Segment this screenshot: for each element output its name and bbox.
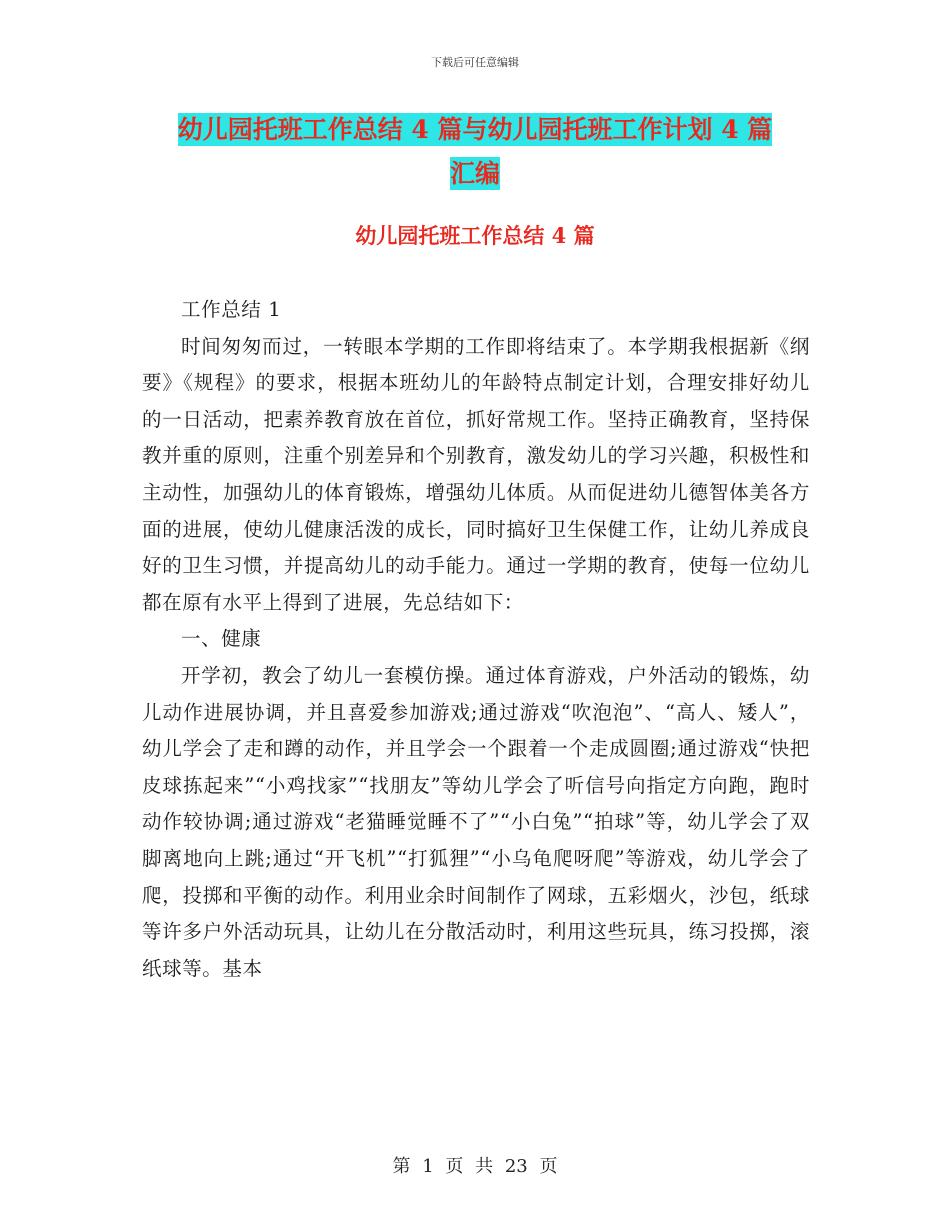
paragraph-heading: 工作总结 1 bbox=[181, 298, 282, 321]
paragraph-heading: 一、健康 bbox=[181, 627, 262, 651]
paragraph: 开学初，教会了幼儿一套模仿操。通过体育游戏，户外活动的锻炼，幼儿动作进展协调，并且喜爱参加游戏;通过游戏“吹泡泡”、“高人、矮人”， 幼儿学会了走和蹲的动作，并且学会一个跟着一个走成圆圈;通过游戏“快把皮球拣起来”“小鸡找家”“找朋友”等幼儿学会了听信号向指定方向跑，跑时动作较协调;通过游戏“老猫睡觉睡不了”“小白兔”“拍球”等，幼儿学会了双脚离地向上跳;通过“开飞机”“打狐狸”“小乌龟爬呀爬”等游戏，幼儿学会了爬，投掷和平衡的动作。利用业余时间制作了网球，五彩烟火，沙包，纸球等许多户外活动玩具，让幼儿在分散活动时，利用这些玩具，练习投掷，滚纸球等。基本 bbox=[142, 663, 810, 980]
section-title: 幼儿园托班工作总结 4 篇 bbox=[355, 223, 595, 248]
title-line-2: 汇编 bbox=[449, 159, 500, 188]
paragraph: 时间匆匆而过，一转眼本学期的工作即将结束了。本学期我根据新《纲要》《规程》的要求，根据本班幼儿的年龄特点制定计划，合理安排好幼儿的一日活动，把素养教育放在首位，抓好常规工作。坚持正确教育，坚持保教并重的原则，注重个别差异和个别教育，激发幼儿的学习兴趣，积极性和主动性，加强幼儿的体育锻炼，增强幼儿体质。从而促进幼儿德智体美各方面的进展，使幼儿健康活泼的成长，同时搞好卫生保健工作，让幼儿养成良好的卫生习惯，并提高幼儿的动手能力。通过一学期的教育，使每一位幼儿都在原有水平上得到了进展，先总结如下： bbox=[142, 334, 810, 614]
document-body bbox=[142, 292, 810, 987]
title-line-1: 幼儿园托班工作总结 4 篇与幼儿园托班工作计划 4 篇 bbox=[177, 115, 773, 144]
page-footer: 第 1 页 共 23 页 bbox=[392, 1156, 558, 1177]
document-title bbox=[150, 108, 800, 196]
header-note: 下载后可任意编辑 bbox=[431, 56, 519, 69]
